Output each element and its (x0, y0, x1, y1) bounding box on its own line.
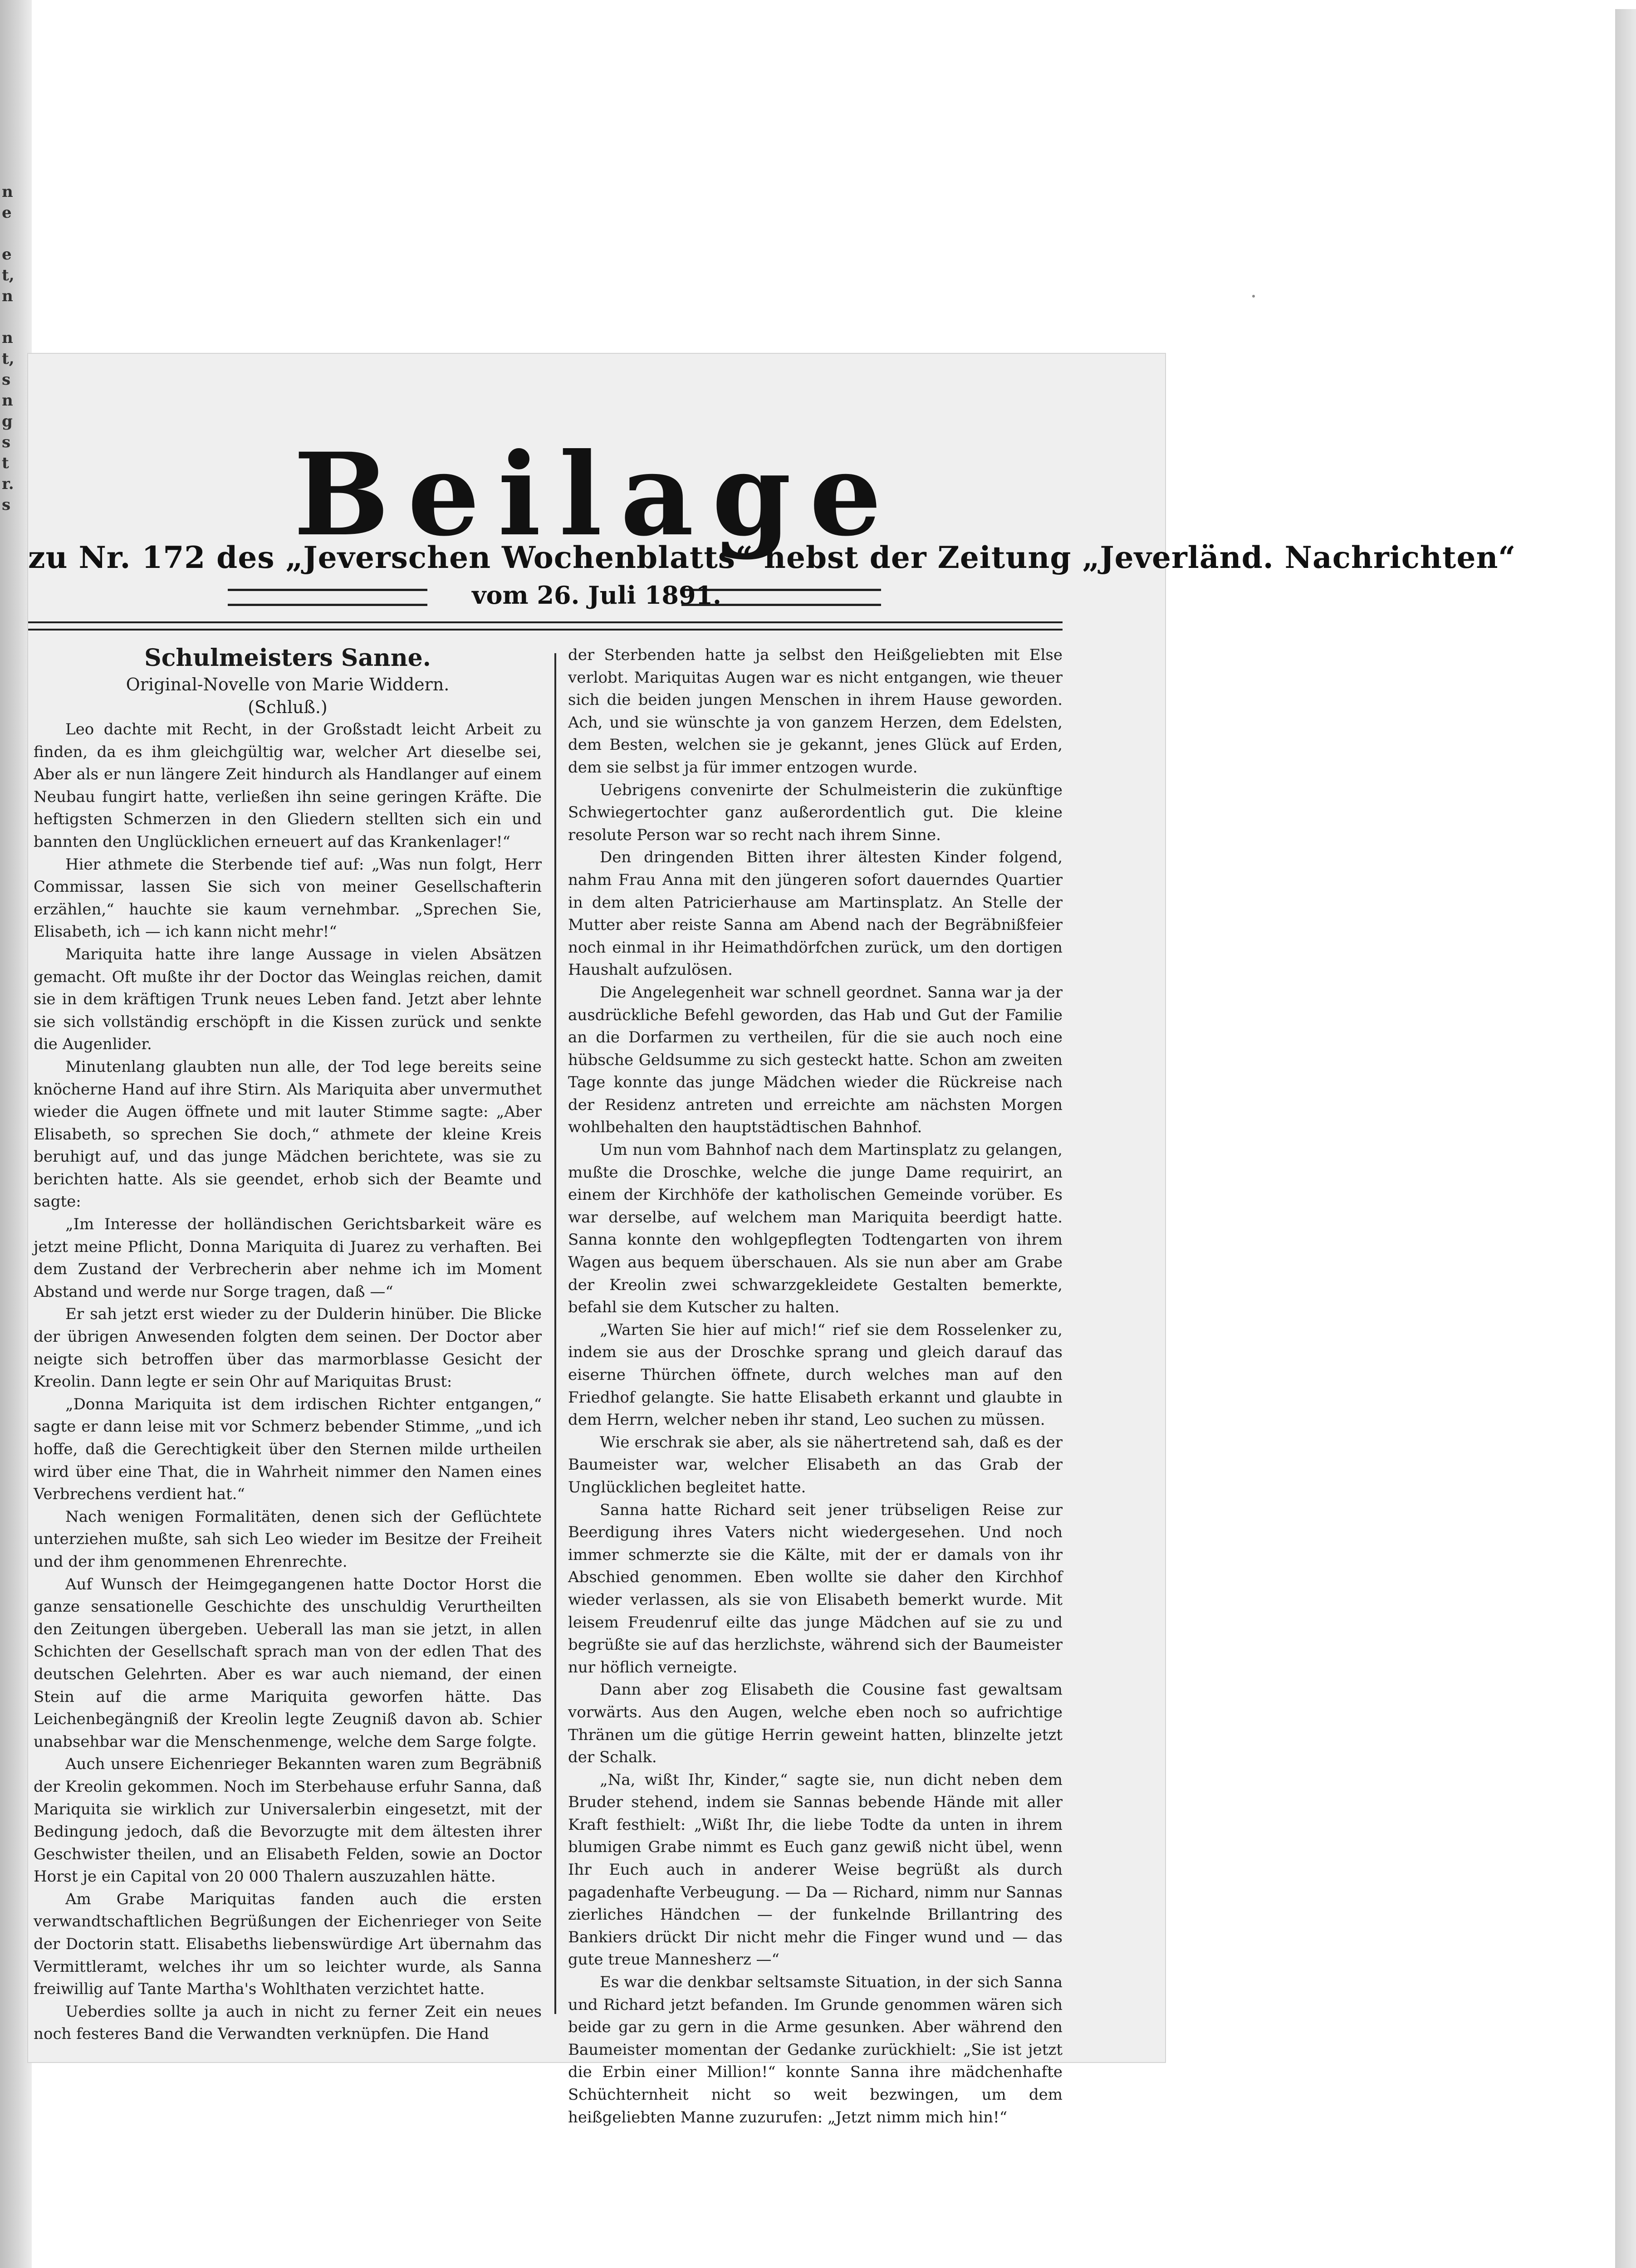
paragraph: Um nun vom Bahnhof nach dem Martinsplatz zu gelangen, mußte die Droschke, welche die junge Dame requirirt, an einem der Kirchhöfe der katholischen Gemeinde vorüber. Es war derselbe, auf welchem man Mariquita beerdigt hatte. Sanna konnte den wohlgepflegten Todtengarten von ihrem Wagen aus bequem überschauen. Als sie nun aber am Grabe der Kreolin zwei schwarzgekleidete Gestalten bemerkte, befahl sie dem Kutscher zu halten. (568, 1141, 1063, 1317)
dateline: vom 26. Juli 1891. (472, 581, 721, 610)
left-paragraphs (34, 719, 542, 2046)
edge-fragment: t (2, 454, 9, 472)
edge-fragment (2, 223, 20, 244)
paragraph: Den dringenden Bitten ihrer ältesten Kinder folgend, nahm Frau Anna mit den jüngeren sofort dauerndes Quartier in dem alten Patricierhause am Martinsplatz. An Stelle der Mutter aber reiste Sanna am Abend nach der Begräbnißfeier noch einmal in ihr Heimathdörfchen zurück, um den dortigen Haushalt aufzulösen. (568, 848, 1063, 979)
edge-fragment: s (2, 433, 11, 451)
left-column (34, 644, 542, 2046)
paragraph: „Na, wißt Ihr, Kinder,“ sagte sie, nun dicht neben dem Bruder stehend, indem sie Sannas bebende Hände mit aller Kraft festhielt: „Wißt Ihr, die liebe Todte da unten in ihrem blumigen Grabe nimmt es Euch ganz gewiß nicht übel, wenn Ihr Euch auch in anderer Weise begrüßt als durch pagadenhafte Verbeugung. — Da — Richard, nimm nur Sannas zierliches Händchen — der funkelnde Brillantring des Bankiers drückt Dir nicht mehr die Finger wund und — das gute treue Mannesherz —“ (568, 1770, 1063, 1969)
paragraph: „Donna Mariquita ist dem irdischen Richter entgangen,“ sagte er dann leise mit vor Schmerz bebender Stimme, „und ich hoffe, daß die Gerechtigkeit über den Sternen milde urtheilen wird über eine That, die in Wahrheit nimmer den Namen eines Verbrechens verdient hat.“ (34, 1395, 542, 1504)
edge-fragment: r. (2, 475, 14, 493)
paragraph: Uebrigens convenirte der Schulmeisterin die zukünftige Schwiegertochter ganz außerordentlich gut. Die kleine resolute Person war so recht nach ihrem Sinne. (568, 781, 1063, 844)
issue-subline: zu Nr. 172 des „Jeverschen Wochenblatts“ nebst der Zeitung „Jeverländ. Nachrichten“ (28, 540, 1516, 575)
paragraph: „Warten Sie hier auf mich!“ rief sie dem Rosselenker zu, indem sie aus der Droschke sprang und gleich darauf das eiserne Thürchen öffnete, durch welches man auf den Friedhof gelangte. Sie hatte Elisabeth erkannt und glaubte in dem Herrn, welcher neben ihr stand, Leo suchen zu müssen. (568, 1320, 1063, 1429)
paragraph: Mariquita hatte ihre lange Aussage in vielen Absätzen gemacht. Oft mußte ihr der Doctor das Weinglas reichen, damit sie in dem kräftigen Trunk neues Leben fand. Jetzt aber lehnte sie sich vollständig erschöpft in die Kissen zurück und senkte die Augenlider. (34, 945, 542, 1054)
edge-fragment: n (2, 183, 13, 201)
edge-fragment: n (2, 391, 13, 410)
paragraph: Sanna hatte Richard seit jener trübseligen Reise zur Beerdigung ihres Vaters nicht wiedergesehen. Und noch immer schmerzte sie die Kälte, mit der er damals von ihr Abschied genommen. Eben wollte sie daher den Kirchhof wieder verlassen, als sie von Elisabeth bemerkt wurde. Mit leisem Freudenruf eilte das junge Mädchen auf sie zu und begrüßte sie auf das herzlichste, während sich der Baumeister nur höflich verneigte. (568, 1501, 1063, 1677)
article-serial-note: (Schluß.) (248, 697, 328, 717)
paragraph: Am Grabe Mariquitas fanden auch die ersten verwandtschaftlichen Begrüßungen der Eichenrieger von Seite der Doctorin statt. Elisabeths liebenswürdige Art übernahm das Vermittleramt, welches ihr um so leichter wurde, als Sanna freiwillig auf Tante Martha's Wohlthaten verzichtet hatte. (34, 1890, 542, 1999)
edge-fragment: e (2, 204, 12, 222)
paragraph: „Im Interesse der holländischen Gerichtsbarkeit wäre es jetzt meine Pflicht, Donna Mariquita di Juarez zu verhaften. Bei dem Zustand der Verbrecherin aber nehme ich im Moment Abstand und werde nur Sorge tragen, daß —“ (34, 1215, 542, 1301)
edge-fragment: n (2, 287, 13, 305)
paragraph: der Sterbenden hatte ja selbst den Heißgeliebten mit Else verlobt. Mariquitas Augen war es nicht entgangen, wie theuer sich die beiden jungen Menschen in ihrem Hause geworden. Ach, und sie wünschte ja von ganzem Herzen, dem Edelsten, dem Besten, welchen sie je gekannt, jenes Glück auf Erden, dem sie selbst ja für immer entzogen wurde. (568, 646, 1063, 777)
right-paragraphs (568, 644, 1063, 2129)
article-byline: Original-Novelle von Marie Widdern. (126, 675, 450, 694)
paragraph: Minutenlang glaubten nun alle, der Tod lege bereits seine knöcherne Hand auf ihre Stirn. Als Mariquita aber unvermuthet wieder die Augen öffnete und mit lauter Stimme sagte: „Aber Elisabeth, so sprechen Sie doch,“ athmete der kleine Kreis beruhigt auf, und das junge Mädchen berichtete, was sie zu berichten hatte. Als sie geendet, erhob sich der Beamte und sagte: (34, 1057, 542, 1211)
edge-fragment: n (2, 329, 13, 347)
paragraph: Hier athmete die Sterbende tief auf: „Was nun folgt, Herr Commissar, lassen Sie sich von meiner Gesellschafterin erzählen,“ hauchte sie kaum vernehmbar. „Sprechen Sie, Elisabeth, ich — ich kann nicht mehr!“ (34, 855, 542, 941)
edge-fragment: e (2, 245, 12, 264)
article-title: Schulmeisters Sanne. (144, 644, 431, 672)
edge-fragment: t, (2, 350, 15, 368)
edge-fragment: t, (2, 266, 15, 284)
right-column (568, 644, 1063, 2129)
paragraph: Nach wenigen Formalitäten, denen sich der Geflüchtete unterziehen mußte, sah sich Leo wieder im Besitze der Freiheit und der ihm genommenen Ehrenrechte. (34, 1507, 542, 1571)
edge-fragment: g (2, 412, 13, 430)
scan-speck (1252, 295, 1255, 298)
masthead: Beilage (293, 428, 900, 561)
paragraph: Dann aber zog Elisabeth die Cousine fast gewaltsam vorwärts. Aus den Augen, welche eben noch so aufrichtige Thränen um die gütige Herrin geweint hatten, blinzelte jetzt der Schalk. (568, 1681, 1063, 1767)
edge-fragment: s (2, 371, 11, 389)
header-rule (28, 621, 1063, 631)
edge-fragment: s (2, 496, 11, 514)
edge-fragments (2, 181, 20, 515)
paragraph: Die Angelegenheit war schnell geordnet. Sanna war ja der ausdrückliche Befehl geworden, das Hab und Gut der Familie an die Dorfarmen zu vertheilen, für die sie auch noch eine hübsche Geldsumme zu sich gesteckt hatte. Schon am zweiten Tage konnte das junge Mädchen wieder die Rückreise nach der Residenz antreten und erreichte am nächsten Morgen wohlbehalten den hauptstädtischen Bahnhof. (568, 983, 1063, 1137)
column-divider (554, 653, 556, 2014)
newspaper-clipping (28, 354, 1516, 2126)
paragraph: Es war die denkbar seltsamste Situation, in der sich Sanna und Richard jetzt befanden. Im Grunde genommen wären sich beide gar zu gern in die Arme gesunken. Aber während den Baumeister momentan der Gedanke zurückhielt: „Sie ist jetzt die Erbin einer Million!“ konnte Sanna ihre mädchenhafte Schüchternheit nicht so weit bezwingen, um dem heißgeliebten Manne zuzurufen: „Jetzt nimm mich hin!“ (568, 1973, 1063, 2126)
paragraph: Er sah jetzt erst wieder zu der Dulderin hinüber. Die Blicke der übrigen Anwesenden folgten dem seinen. Der Doctor aber neigte sich betroffen über das marmorblasse Gesicht der Kreolin. Dann legte er sein Ohr auf Mariquitas Brust: (34, 1305, 542, 1391)
paragraph: Auch unsere Eichenrieger Bekannten waren zum Begräbniß der Kreolin gekommen. Noch im Sterbehause erfuhr Sanna, daß Mariquita sie wirklich zur Universalerbin eingesetzt, mit der Bedingung jedoch, daß die Bevorzugte mit dem ältesten ihrer Geschwister theilen, und an Elisabeth Felden, sowie an Doctor Horst je ein Capital von 20 000 Thalern auszuzahlen hätte. (34, 1755, 542, 1886)
scan-edge (0, 0, 32, 2268)
paragraph: Ueberdies sollte ja auch in nicht zu ferner Zeit ein neues noch festeres Band die Verwandten verknüpfen. Die Hand (34, 2002, 542, 2043)
paragraph: Auf Wunsch der Heimgegangenen hatte Doctor Horst die ganze sensationelle Geschichte des unschuldig Verurtheilten den Zeitungen übergeben. Ueberall las man sie jetzt, in allen Schichten der Gesellschaft sprach man von der edlen That des deutschen Gelehrten. Aber es war auch niemand, der einen Stein auf die arme Mariquita geworfen hätte. Das Leichenbegängniß der Kreolin legte Zeugniß davon ab. Schier unabsehbar war die Menschenmenge, welche dem Sarge folgte. (34, 1575, 542, 1751)
sheet-shadow (1615, 9, 1636, 2268)
paragraph: Leo dachte mit Recht, in der Großstadt leicht Arbeit zu finden, da es ihm gleichgültig war, welcher Art dieselbe sei, Aber als er nun längere Zeit hindurch als Handlanger auf einem Neubau fungirt hatte, verließen ihn seine geringen Kräfte. Die heftigsten Schmerzen in den Gliedern stellten sich ein und bannten den Unglücklichen erneuert auf das Krankenlager!“ (34, 720, 542, 851)
edge-fragment (2, 307, 20, 327)
paragraph: Wie erschrak sie aber, als sie nähertretend sah, daß es der Baumeister war, welcher Elisabeth an das Grab der Unglücklichen begleitet hatte. (568, 1433, 1063, 1496)
